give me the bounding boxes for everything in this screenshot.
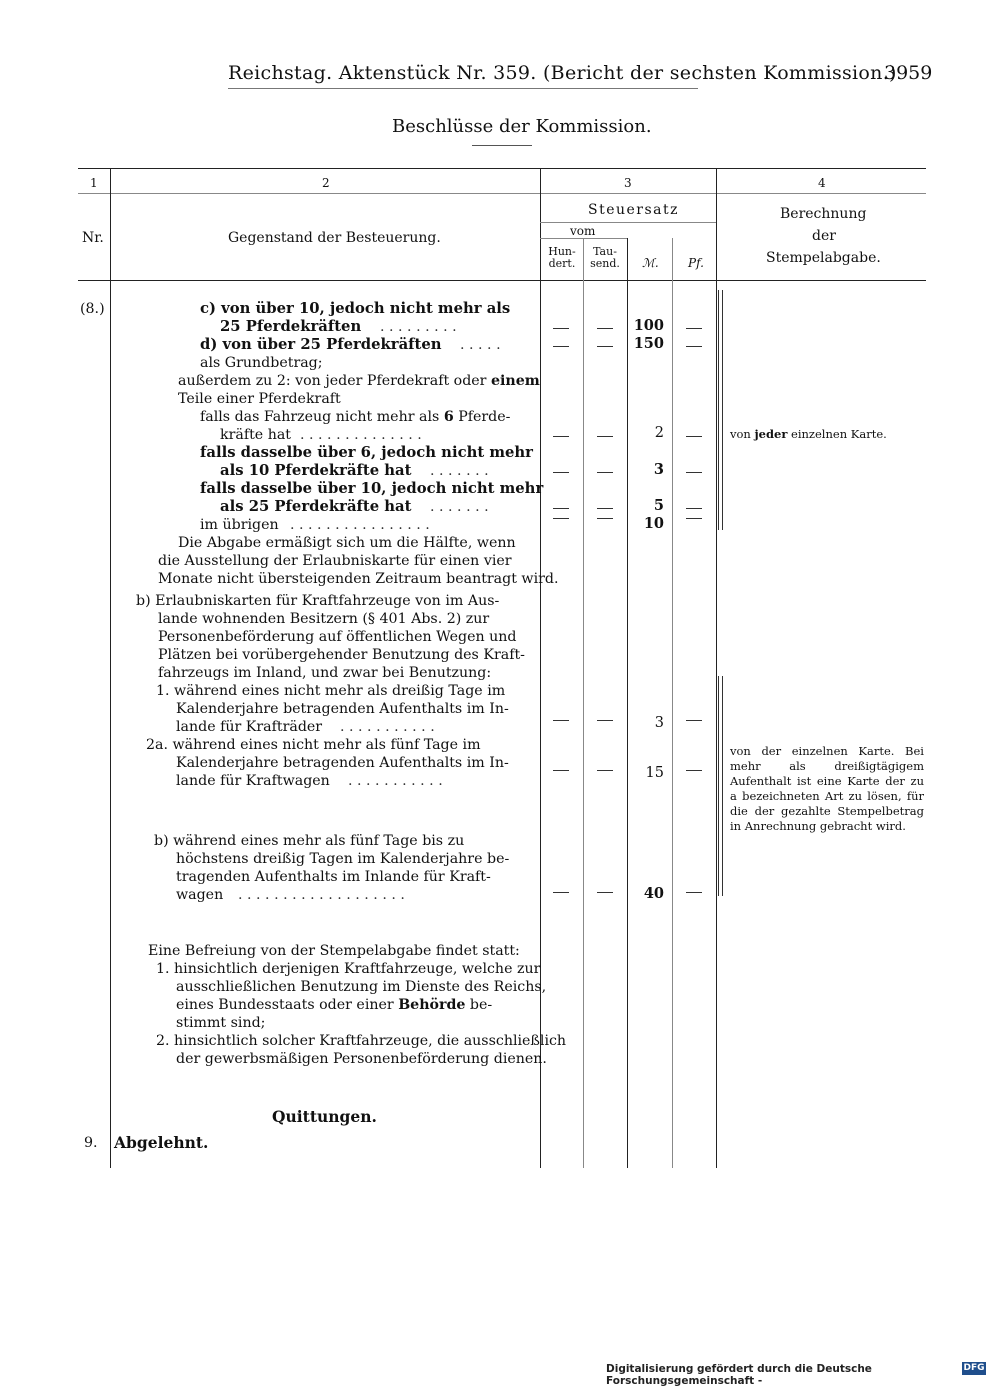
mark-value: 100: [633, 317, 664, 334]
mark-value: 15: [645, 765, 664, 781]
running-title: Reichstag. Aktenstück Nr. 359. (Bericht der sechsten Kommission.): [228, 62, 897, 84]
table-top-rule: [78, 168, 926, 169]
brace: [718, 290, 723, 530]
text-line: Personenbeförderung auf öffentlichen Wegen und: [158, 629, 517, 645]
dash-pf: [686, 770, 702, 771]
text-line: Kalenderjahre betragenden Aufenthalts im In-: [176, 755, 509, 771]
col-divider-3: [716, 168, 717, 1168]
text-line: die Ausstellung der Erlaubniskarte für einen vier: [158, 553, 512, 569]
calc-header-3: Stempelabgabe.: [766, 250, 881, 266]
mark-value: 2: [654, 425, 664, 441]
text-line: 1. hinsichtlich derjenigen Kraftfahrzeuge, welche zur: [156, 961, 541, 977]
digitization-credit: Digitalisierung gefördert durch die Deutsche Forschungsgemeinschaft -: [606, 1363, 872, 1387]
dash-hundert: [553, 436, 569, 437]
text-line: eines Bundesstaats oder einer Behörde be-: [176, 997, 493, 1013]
leader-dots: . . . . . . . . . . . . . . . . . . .: [238, 887, 405, 903]
vom-subrule: [540, 238, 627, 239]
quittungen-heading: Quittungen.: [272, 1107, 377, 1126]
dash-pf: [686, 436, 702, 437]
dash-hundert: [553, 518, 569, 519]
title-rule: [472, 145, 532, 146]
table-header-bottom-rule: [78, 280, 926, 281]
mark-value: 150: [633, 335, 664, 352]
text-line: d) von über 25 Pferdekräften: [200, 336, 442, 353]
mark-value: 3: [654, 715, 664, 731]
text-line: Monate nicht übersteigenden Zeitraum beantragt wird.: [158, 571, 559, 587]
calc-header-1: Berechnung: [780, 206, 867, 222]
text-line: ausschließlichen Benutzung im Dienste des Reichs,: [176, 979, 547, 995]
dash-pf: [686, 346, 702, 347]
dash-tausend: [597, 770, 613, 771]
dash-pf: [686, 720, 702, 721]
dash-tausend: [597, 436, 613, 437]
dash-hundert: [553, 892, 569, 893]
text-line: höchstens dreißig Tagen im Kalenderjahre be-: [176, 851, 510, 867]
leader-dots: . . . . .: [460, 337, 501, 353]
mark-value: 40: [643, 885, 664, 902]
leader-dots: . . . . . . .: [430, 499, 489, 515]
table-number-rule: [78, 193, 926, 194]
text-line: lande für Kraftwagen: [176, 773, 330, 789]
leader-dots: . . . . . . .: [430, 463, 489, 479]
text-line: tragenden Aufenthalts im Inlande für Kraft-: [176, 869, 491, 885]
col-number-2: 2: [322, 176, 330, 190]
text-line: Kalenderjahre betragenden Aufenthalts im In-: [176, 701, 509, 717]
subject-header: Gegenstand der Besteuerung.: [228, 230, 441, 246]
dash-hundert: [553, 346, 569, 347]
row-number-9: 9.: [84, 1135, 98, 1151]
text-line: als 25 Pferdekräfte hat: [220, 498, 412, 515]
text-line: im übrigen: [200, 517, 279, 533]
text-line: als 10 Pferdekräfte hat: [220, 462, 412, 479]
col-divider-mark: [672, 238, 673, 1168]
text-line: b) während eines mehr als fünf Tage bis zu: [154, 833, 465, 849]
dash-tausend: [597, 346, 613, 347]
text-line: der gewerbsmäßigen Personenbeförderung dienen.: [176, 1051, 547, 1067]
text-line: außerdem zu 2: von jeder Pferdekraft oder einem: [178, 373, 540, 389]
pf-header: Pf.: [688, 256, 704, 270]
text-line: 2a. während eines nicht mehr als fünf Tage im: [146, 737, 481, 753]
dash-pf: [686, 892, 702, 893]
abgelehnt-text: Abgelehnt.: [114, 1133, 209, 1152]
note-foreign-card: von der einzelnen Karte. Bei mehr als dreißigtägigem Aufenthalt ist eine Karte der zu a bezeichneten Art zu lösen, für die der gezahlte Stempelbetrag in Anrechnung gebracht wird.: [730, 744, 924, 833]
dash-tausend: [597, 508, 613, 509]
header-rule: [228, 88, 698, 89]
leader-dots: . . . . . . . . .: [380, 319, 457, 335]
col-number-3: 3: [624, 176, 632, 190]
text-line: lande für Krafträder: [176, 719, 323, 735]
text-line: falls das Fahrzeug nicht mehr als 6 Pferde-: [200, 409, 511, 425]
dash-hundert: [553, 328, 569, 329]
note-per-card: von jeder einzelnen Karte.: [730, 427, 887, 441]
text-line: fahrzeugs im Inland, und zwar bei Benutzung:: [158, 665, 492, 681]
dash-pf: [686, 472, 702, 473]
col-divider-tausend: [627, 238, 628, 1168]
dash-hundert: [553, 770, 569, 771]
col-divider-2: [540, 168, 541, 1168]
rate-subrule: [540, 222, 716, 223]
col-divider-hundert: [583, 238, 584, 1168]
col-number-1: 1: [90, 176, 98, 190]
text-line: lande wohnenden Besitzern (§ 401 Abs. 2) zur: [158, 611, 490, 627]
row-number-8: (8.): [80, 301, 105, 317]
page-title: Beschlüsse der Kommission.: [392, 116, 652, 137]
col-divider-1: [110, 168, 111, 1168]
vom-header: vom: [570, 224, 596, 238]
text-line: c) von über 10, jedoch nicht mehr als: [200, 300, 511, 317]
text-line: Eine Befreiung von der Stempelabgabe findet statt:: [148, 943, 520, 959]
page-number: 3959: [884, 62, 933, 84]
dfg-logo: DFG: [963, 1363, 985, 1373]
rate-header: Steuersatz: [588, 202, 680, 218]
dash-tausend: [597, 472, 613, 473]
hundert-header: Hun-dert.: [548, 245, 576, 270]
dash-tausend: [597, 892, 613, 893]
dash-hundert: [553, 508, 569, 509]
leader-dots: . . . . . . . . . . . . . . . .: [290, 517, 430, 533]
mark-header: ℳ.: [642, 256, 659, 270]
brace: [718, 676, 723, 896]
dash-tausend: [597, 720, 613, 721]
tausend-header: Tau-send.: [590, 245, 620, 270]
text-line: kräfte hat: [220, 427, 291, 443]
text-line: stimmt sind;: [176, 1015, 266, 1031]
dash-hundert: [553, 472, 569, 473]
leader-dots: . . . . . . . . . . .: [340, 719, 435, 735]
text-line: als Grundbetrag;: [200, 355, 323, 371]
text-line: 1. während eines nicht mehr als dreißig Tage im: [156, 683, 506, 699]
dash-tausend: [597, 328, 613, 329]
text-line: wagen: [176, 887, 224, 903]
text-line: Teile einer Pferdekraft: [178, 391, 341, 407]
dash-pf: [686, 518, 702, 519]
nr-header: Nr.: [82, 230, 104, 246]
dash-pf: [686, 508, 702, 509]
leader-dots: . . . . . . . . . . .: [348, 773, 443, 789]
text-line: falls dasselbe über 10, jedoch nicht mehr: [200, 480, 544, 497]
dash-pf: [686, 328, 702, 329]
text-line: falls dasselbe über 6, jedoch nicht mehr: [200, 444, 533, 461]
text-line: Plätzen bei vorübergehender Benutzung des Kraft-: [158, 647, 525, 663]
col-number-4: 4: [818, 176, 826, 190]
mark-value: 3: [653, 461, 664, 478]
text-line: b) Erlaubniskarten für Kraftfahrzeuge von im Aus-: [136, 593, 500, 609]
text-line: 25 Pferdekräften: [220, 318, 362, 335]
dash-tausend: [597, 518, 613, 519]
calc-header-2: der: [812, 228, 836, 244]
text-line: Die Abgabe ermäßigt sich um die Hälfte, wenn: [178, 535, 516, 551]
text-line: 2. hinsichtlich solcher Kraftfahrzeuge, die ausschließlich: [156, 1033, 567, 1049]
mark-value: 5: [653, 497, 664, 514]
leader-dots: . . . . . . . . . . . . . .: [300, 427, 422, 443]
dash-hundert: [553, 720, 569, 721]
mark-value: 10: [643, 515, 664, 532]
